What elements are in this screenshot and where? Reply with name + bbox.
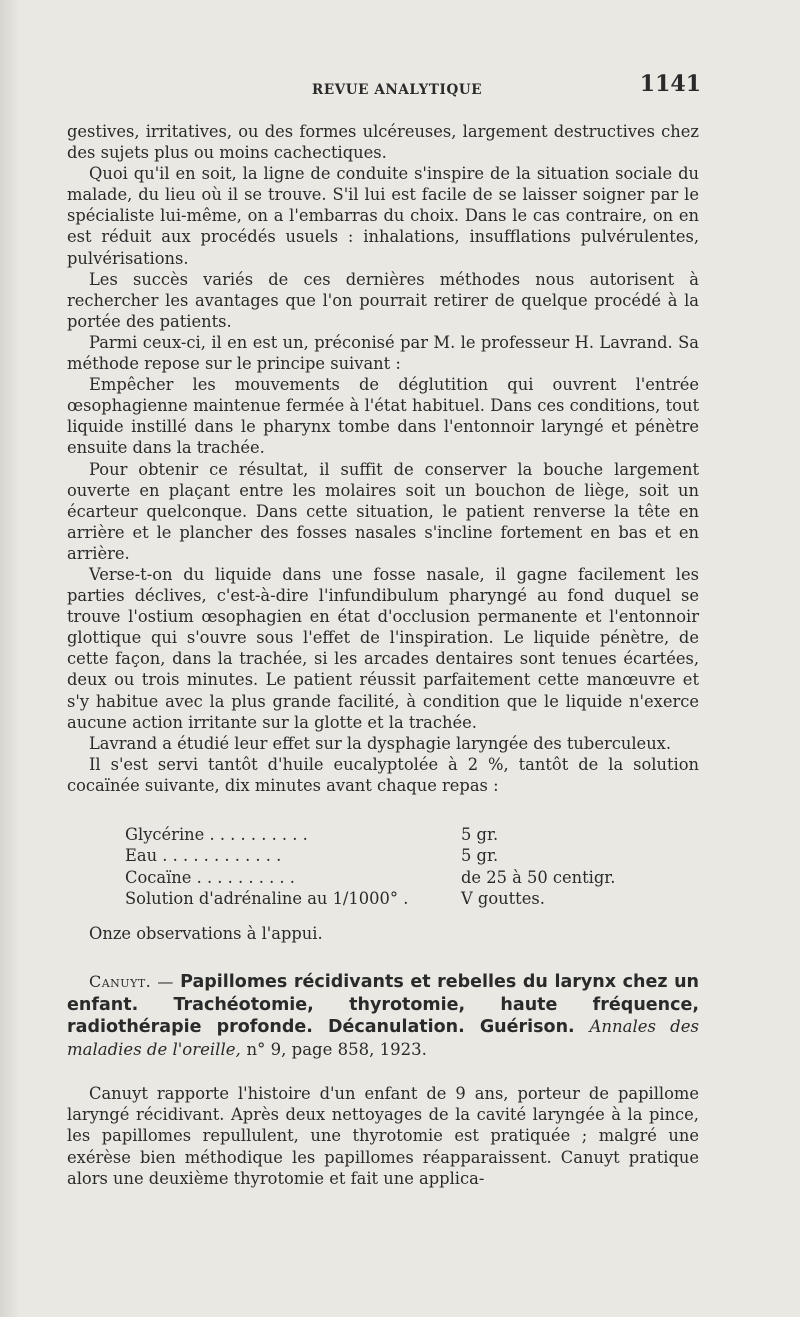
paragraph-8: Lavrand a étudié leur effet sur la dysphagie laryngée des tuberculeux. bbox=[89, 733, 672, 753]
paragraph-9: Il s'est servi tantôt d'huile eucalyptolée à 2 %, tantôt de la solution cocaïnée suivante, dix minutes avant chaque repas : bbox=[67, 754, 699, 795]
journal-name: Annales des maladies de l'oreille, bbox=[67, 1017, 699, 1059]
page-header bbox=[67, 71, 701, 104]
paragraph-6: Pour obtenir ce résultat, il suffit de conserver la bouche largement ouverte en plaçant entre les molaires soit un bouchon de liège, soit un écarteur quelconque. Dans cette situation, le patient renverse la tête en arrière et le plancher des fosses nasales s'incline fortement en bas et en arrière. bbox=[67, 459, 699, 563]
leader-dots: . . . . . . . . . . . . bbox=[162, 846, 282, 866]
prescription-formula bbox=[125, 824, 615, 909]
formula-row bbox=[125, 824, 615, 845]
article-title: Papillomes récidivants et rebelles du larynx chez un enfant. Trachéotomie, thyrotomie, haute fréquence, radiothérapie profonde. Décanulation. Guérison. bbox=[67, 972, 699, 1038]
page-binding-edge bbox=[0, 0, 18, 1317]
article-author: Canuyt. — bbox=[89, 972, 174, 992]
running-title: REVUE ANALYTIQUE bbox=[312, 82, 483, 98]
journal-citation: n° 9, page 858, 1923. bbox=[246, 1039, 427, 1059]
ingredient-dose: V gouttes. bbox=[461, 888, 545, 908]
paragraph-4: Parmi ceux-ci, il en est un, préconisé par M. le professeur H. Lavrand. Sa méthode repose sur le principe suivant : bbox=[67, 332, 699, 374]
paragraph-7: Verse-t-on du liquide dans une fosse nasale, il gagne facilement les parties déclives, c'est-à-dire l'infundibulum pharyngé au fond duquel se trouve l'ostium œsophagien en état d'occlusion permanente et l'entonnoir glottique qui s'ouvre sous l'effet de l'inspiration. Le liquide pénètre, de cette façon, dans la trachée, si les arcades dentaires sont tenues écartées, deux ou trois minutes. Le patient réussit parfaitement cette manœuvre et s'y habitue avec la plus grande facilité, à condition que le liquide n'exerce aucune action irritante sur la glotte et la trachée. bbox=[67, 564, 699, 732]
paragraph-1: gestives, irritatives, ou des formes ulcéreuses, largement destructives chez des sujets plus ou moins cachectiques. bbox=[67, 122, 699, 163]
ingredient-dose: 5 gr. bbox=[461, 825, 499, 844]
ingredient-name: Glycérine bbox=[125, 825, 205, 844]
after-formula-note: Onze observations à l'appui. bbox=[89, 924, 323, 944]
article-heading bbox=[67, 971, 699, 1061]
leader-dots: . bbox=[403, 888, 409, 908]
article-summary: Canuyt rapporte l'histoire d'un enfant de 9 ans, porteur de papillome laryngé récidivant. Après deux nettoyages de la cavité laryngée à la pince, les papillomes repullulent, une thyrotomie est pratiquée ; malgré une exérèse bien méthodique les papillomes réapparaissent. Canuyt pratique alors une deuxième thyrotomie et fait une applica- bbox=[67, 1084, 699, 1188]
paragraph-2: Quoi qu'il en soit, la ligne de conduite s'inspire de la situation sociale du malade, du lieu où il se trouve. S'il lui est facile de se laisser soigner par le spécialiste lui-même, on a l'embarras du choix. Dans le cas contraire, on en est réduit aux procédés usuels : inhalations, insufflations pulvérulentes, pulvérisations. bbox=[67, 164, 699, 268]
leader-dots: . . . . . . . . . . bbox=[209, 825, 308, 844]
ingredient-dose: de 25 à 50 centigr. bbox=[461, 867, 616, 887]
formula-row bbox=[125, 867, 615, 888]
formula-row bbox=[125, 845, 615, 866]
ingredient-name: Cocaïne bbox=[125, 867, 192, 887]
formula-row bbox=[125, 888, 615, 909]
ingredient-name: Eau bbox=[125, 846, 158, 866]
paragraph-5: Empêcher les mouvements de déglutition qui ouvrent l'entrée œsophagienne maintenue fermée à l'état habituel. Dans ces conditions, tout liquide instillé dans le pharynx tombe dans l'entonnoir laryngé et pénètre ensuite dans la trachée. bbox=[67, 375, 699, 458]
paragraph-3: Les succès variés de ces dernières méthodes nous autorisent à rechercher les avantages que l'on pourrait retirer de quelque procédé à la portée des patients. bbox=[67, 269, 699, 331]
ingredient-name: Solution d'adrénaline au 1/1000° bbox=[125, 888, 398, 908]
leader-dots: . . . . . . . . . . bbox=[196, 867, 295, 887]
ingredient-dose: 5 gr. bbox=[461, 846, 499, 866]
page-number: 1141 bbox=[639, 71, 701, 97]
body-text bbox=[67, 121, 699, 1189]
